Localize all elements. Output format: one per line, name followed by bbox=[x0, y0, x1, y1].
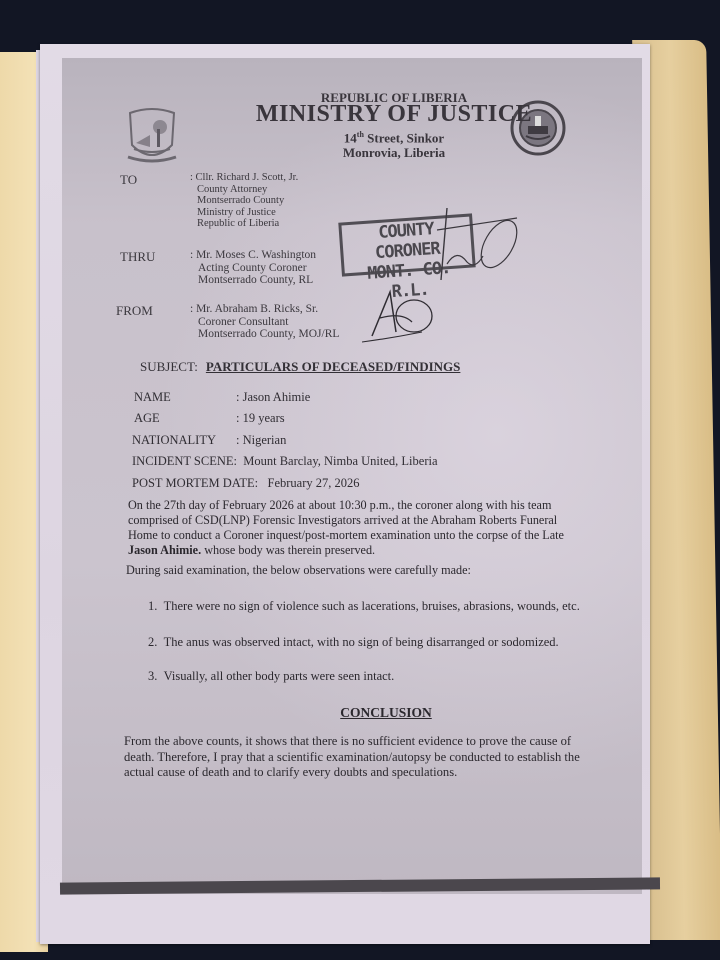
subject-value: PARTICULARS OF DECEASED/FINDINGS bbox=[205, 359, 461, 374]
city-address: Monrovia, Liberia bbox=[342, 145, 446, 160]
street-address: 14th Street, Sinkor bbox=[343, 130, 445, 146]
country-heading: REPUBLIC OF LIBERIA bbox=[320, 90, 468, 105]
observation-item: 3. Visually, all other body parts were seen intact. bbox=[148, 669, 395, 683]
to-address: : Cllr. Richard J. Scott, Jr. County Attorney Montserrado County Ministry of Justice Republic of Liberia bbox=[190, 172, 299, 230]
thru-address: : Mr. Moses C. Washington Acting County Coroner Montserrado County, RL bbox=[190, 249, 317, 286]
observation-item: 1. There were no sign of violence such as lacerations, bruises, abrasions, wounds, etc. bbox=[148, 599, 580, 613]
observations-intro: During said examination, the below observations were carefully made: bbox=[126, 563, 471, 577]
printed-area bbox=[62, 58, 642, 894]
subject-label: SUBJECT: bbox=[140, 359, 198, 374]
from-address: : Mr. Abraham B. Ricks, Sr. Coroner Consultant Montserrado County, MOJ/RL bbox=[190, 303, 340, 340]
thru-label: THRU bbox=[120, 249, 156, 264]
observation-item: 2. The anus was observed intact, with no sign of being disarranged or sodomized. bbox=[148, 635, 559, 649]
to-label: TO bbox=[120, 172, 138, 187]
ministry-title: MINISTRY OF JUSTICE bbox=[255, 101, 533, 127]
county-coroner-stamp: COUNTY CORONER MONT. CO. R.L. bbox=[338, 213, 475, 276]
conclusion-heading: CONCLUSION bbox=[340, 705, 432, 720]
signature-from bbox=[362, 286, 442, 346]
field-name: NAME : Jason Ahimie bbox=[134, 390, 311, 404]
from-label: FROM bbox=[116, 303, 153, 318]
intro-paragraph: On the 27th day of February 2026 at about 10:30 p.m., the coroner along with his team comprised of CSD(LNP) Forensic Investigators arrived at the Abraham Roberts Funeral Home to conduct a Coroner inquest/post-mortem examination unto the corpse of the Late Jason Ahimie. whose body was therein preserved. bbox=[128, 498, 564, 557]
conclusion-paragraph: From the above counts, it shows that there is no sufficient evidence to prove the cause of death. Therefore, I pray that a scientific examination/autopsy be conducted to establish the actual cause of death and to clarify every doubts and speculations. bbox=[124, 734, 580, 779]
field-incident-scene: INCIDENT SCENE: Mount Barclay, Nimba United, Liberia bbox=[132, 454, 438, 468]
field-nationality: NATIONALITY : Nigerian bbox=[132, 433, 287, 447]
field-age: AGE : 19 years bbox=[134, 411, 285, 425]
document-sheet bbox=[40, 44, 650, 944]
signature-thru bbox=[417, 204, 527, 284]
field-post-mortem-date: POST MORTEM DATE: February 27, 2026 bbox=[132, 476, 360, 490]
subject-line bbox=[140, 359, 460, 375]
